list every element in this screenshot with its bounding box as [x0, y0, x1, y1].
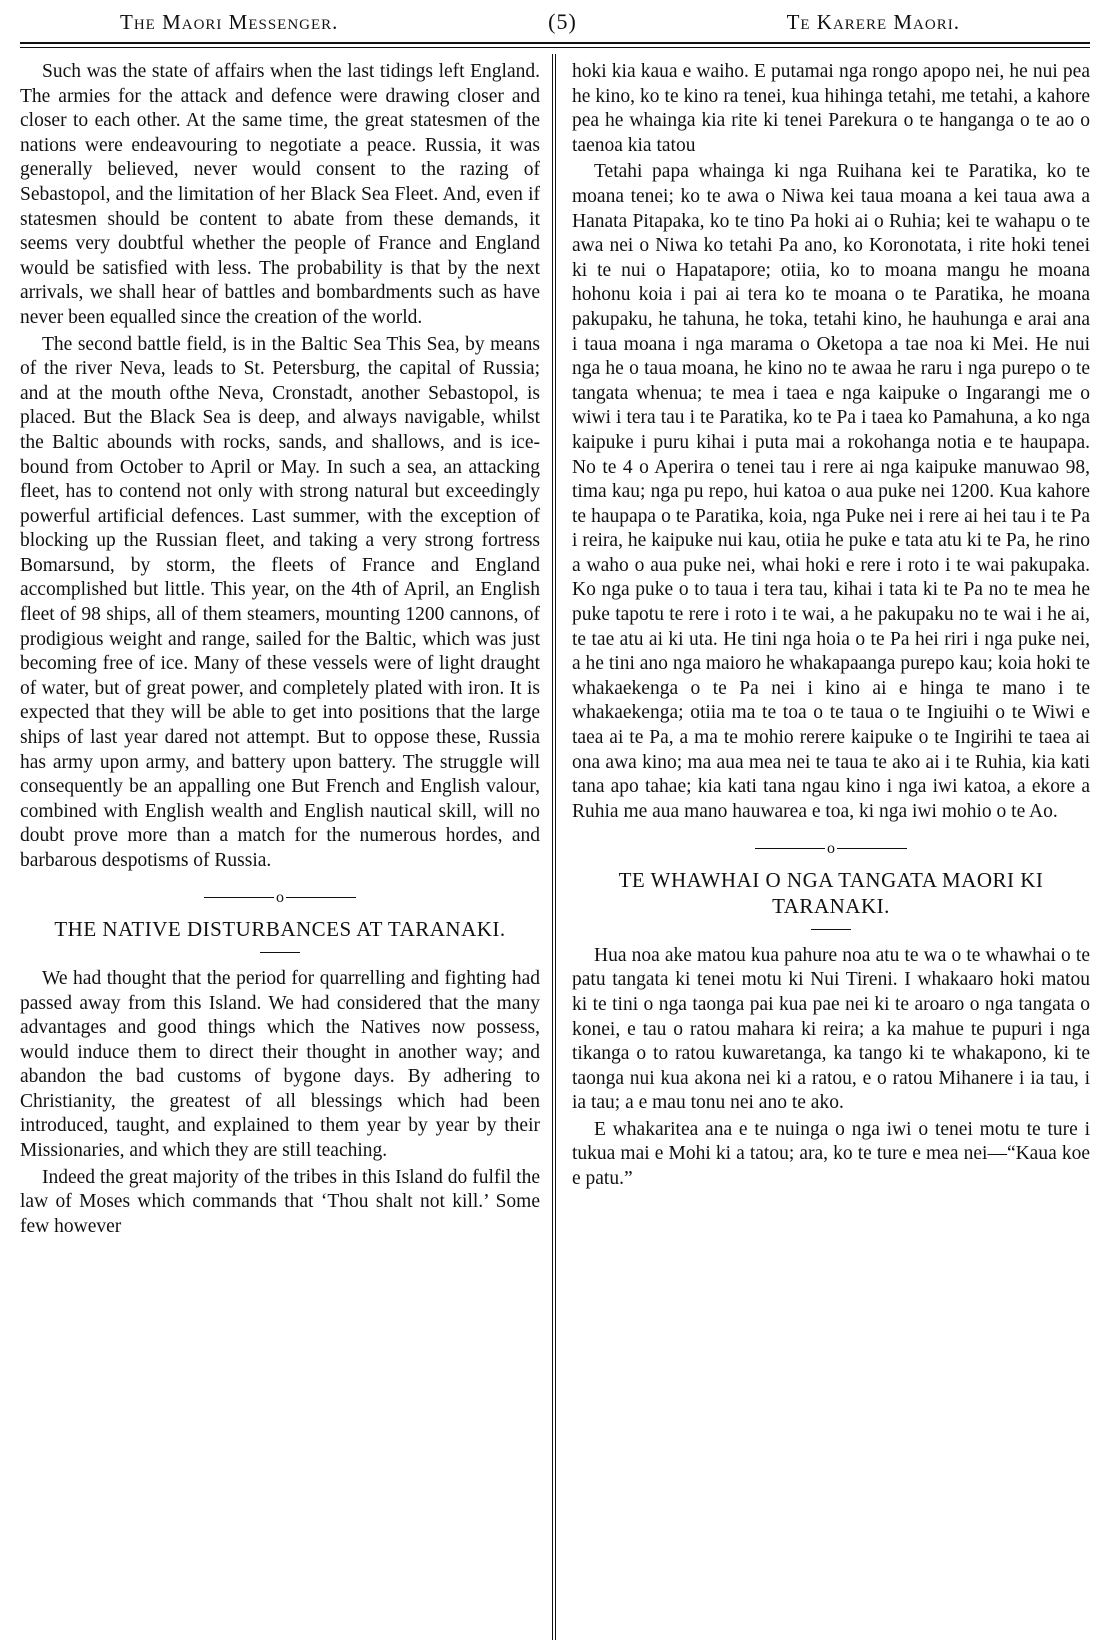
masthead	[20, 4, 1090, 40]
page-number: (5)	[548, 9, 577, 34]
masthead-rule	[20, 42, 1090, 48]
english-column	[20, 54, 552, 1640]
article-paragraph: Such was the state of affairs when the last tidings left England. The armies for the attack and defence were drawing closer and closer to each other. At the same time, the great statesmen of the nations were endeavouring to negotiate a peace. Russia, it was generally believed, never would consent to the razing of Sebastopol, and the limitation of her Black Sea Fleet. And, even if statesmen should be content to abate from these demands, it seems very doubtful whether the people of France and England would be satisfied with less. The probability is that by the next arrivals, we shall hear of battles and bombardments such as have never been equalled since the creation of the world.	[20, 61, 540, 328]
separator-mark: o	[827, 839, 835, 857]
heading-rule	[260, 952, 300, 953]
separator-line	[837, 848, 907, 849]
section-heading: THE NATIVE DISTURBANCES AT TARANAKI.	[54, 916, 506, 941]
masthead-english-title: The Maori Messenger.	[120, 9, 339, 34]
maori-column	[556, 54, 1090, 1640]
separator-line	[204, 897, 274, 898]
masthead-maori-title: Te Karere Maori.	[786, 9, 960, 34]
article-paragraph: We had thought that the period for quarrelling and fighting had passed away from this Island. We had considered that the many advantages and good things which the Natives now possess, would induce them to direct their thought in another way; and abandon the bad customs of bygone days. By adhering to Christianity, the greatest of all blessings which had been introduced, taught, and explained to them year by year by their Missionaries, and which they are still teaching.	[20, 967, 540, 1162]
section-heading: TE WHAWHAI O NGA TANGATA MAORI KI TARANAKI.	[618, 867, 1044, 918]
two-column-body	[20, 54, 1090, 1640]
article-paragraph: Indeed the great majority of the tribes in this Island do fulfil the law of Moses which commands that ‘Thou shalt not kill.’ Some few however	[20, 1166, 540, 1237]
separator-line	[755, 848, 825, 849]
article-paragraph: Tetahi papa whainga ki nga Ruihana kei te Paratika, ko te moana tenei; ko te awa o Niwa kei taua moana a kei taua awa a Hanata Pitapaka, ko te tino Pa hoki ai o Ruhia; kei te wahapu o te awa nei o Niwa ko tetahi Pa ano, ko Koronotata, i rite hoki tenei ki te nui o Hapatapore; otiia, ko to moana mangu he moana hohonu koia i pai ai tera ko te moana o te Paratika, he moana pakupaku, he tahuna, he toka, tetahi kino, he hauhunga e arai ana i taua moana i nga marama o Oketopa a tae noa ki Mei. He nui nga he o taua moana, he kino no te awaa he raru i nga purepo o te tangata whenua; te mea i taea e nga kaipuke o Ingarangi me o wiwi i tera tau i te Paratika, ko te Pa i taea ko Pamahuna, a ko nga kaipuke i puru kihai i puta mai a rokohanga notia e te haupapa. No te 4 o Aperira o tenei tau i rere ai nga kaipuke manuwao 98, tima kau; nga pu repo, hui katoa o aua puke nei 1200. Kua kahore te haupapa o te Paratika, koia, nga Puke nei i rere ai hei tau i te Pa i reira, he kaipuke nui kau, otiia he puke e tata atu ki te Pa, he rino a waho o aua puke nei, whai hoki e rere i roto i te wai pakupaka. Ko nga puke o to taua i tera tau, kihai i tata ki te Pa no te mea he puke tapotu te rere i roto i te wai, a he pakupaku no te wai i he ai, te tae atu ai ki uta. He tini nga hoia o te Pa hei riri i nga puke nei, a he tini ano nga maioro he whakapaanga purepo kau; koia hoki te whakaekenga o te Pa nei i kino ai e hinga te mano i te whakaekenga; otiia ma te toa o te taua o te Ingiuihi o te Wiwi e taea ai te Pa, a ma te mohio rerere kaipuke o te Ingirihi te taea ai ona awa kino; ma aua mea nei te taua te ako ai i te Ruhia, kia kati tana apo tahae; kia kati tana ngau kino i nga iwi katoa, a ekore a Ruhia me aua mano hauwarea e toa, ki nga iwi mohio o te Ao.	[572, 161, 1090, 822]
separator-mark: o	[276, 888, 284, 906]
separator-line	[286, 897, 356, 898]
article-paragraph: The second battle field, is in the Baltic Sea This Sea, by means of the river Neva, leads to St. Petersburg, the capital of Russia; and at the mouth ofthe Neva, Cronstadt, another Sebastopol, is placed. But the Black Sea is deep, and always navigable, whilst the Baltic abounds with rocks, sands, and shallows, and is ice-bound from October to April or May. In such a sea, an attacking fleet, has to contend not only with strong natural but exceedingly powerful artificial defences. Last summer, with the exception of blocking up the Russian fleet, and taking a very strong fortress Bomarsund, by storm, the fleets of France and England accomplished but little. This year, on the 4th of April, an English fleet of 98 ships, all of them steamers, mounting 1200 cannons, of prodigious weight and range, sailed for the Baltic, which was just becoming free of ice. Many of these vessels were of light draught of water, but of great power, and completely plated with iron. It is expected that they will be able to get into positions that the large ships of last year dared not attempt. But to oppose these, Russia has army upon army, and battery upon battery. The struggle will consequently be an appalling one But French and English valour, combined with English wealth and English nautical skill, will no doubt prove more than a match for the numerous hordes, and barbarous despotisms of Russia.	[20, 333, 540, 871]
article-paragraph: E whakaritea ana e te nuinga o nga iwi o tenei motu te ture i tukua mai e Mohi ki a tatou; ara, ko te ture e mea nei—“Kaua koe e patu.”	[572, 1118, 1090, 1190]
heading-rule	[811, 929, 851, 930]
section-separator	[20, 890, 540, 906]
article-paragraph: hoki kia kaua e waiho. E putamai nga rongo apopo nei, he nui pea he kino, ko te kino ra tenei, kua hihinga tetahi, me tetahi, a kahore pea he whainga kia rite ki tenei Parekura o te hanganga o te ao o taenoa kia tatou	[572, 61, 1090, 156]
article-paragraph: Hua noa ake matou kua pahure noa atu te wa o te whawhai o te patu tangata ki tenei motu ki Nui Tireni. I whakaaro hoki matou ki te tini o nga taonga pai kua pae nei ki te aroaro o nga tangata o konei, e tau o ratou mahara ki reira; a ka mahue te pupuri i nga tikanga o to ratou kuwaretanga, ka tango ki te whakapono, ki te taonga nui kua akona nei ki a ratou, e o ratou Mihanere i ia tau, i ia tau; a e mau tonu nei ano te ako.	[572, 944, 1090, 1114]
section-separator	[572, 840, 1090, 856]
